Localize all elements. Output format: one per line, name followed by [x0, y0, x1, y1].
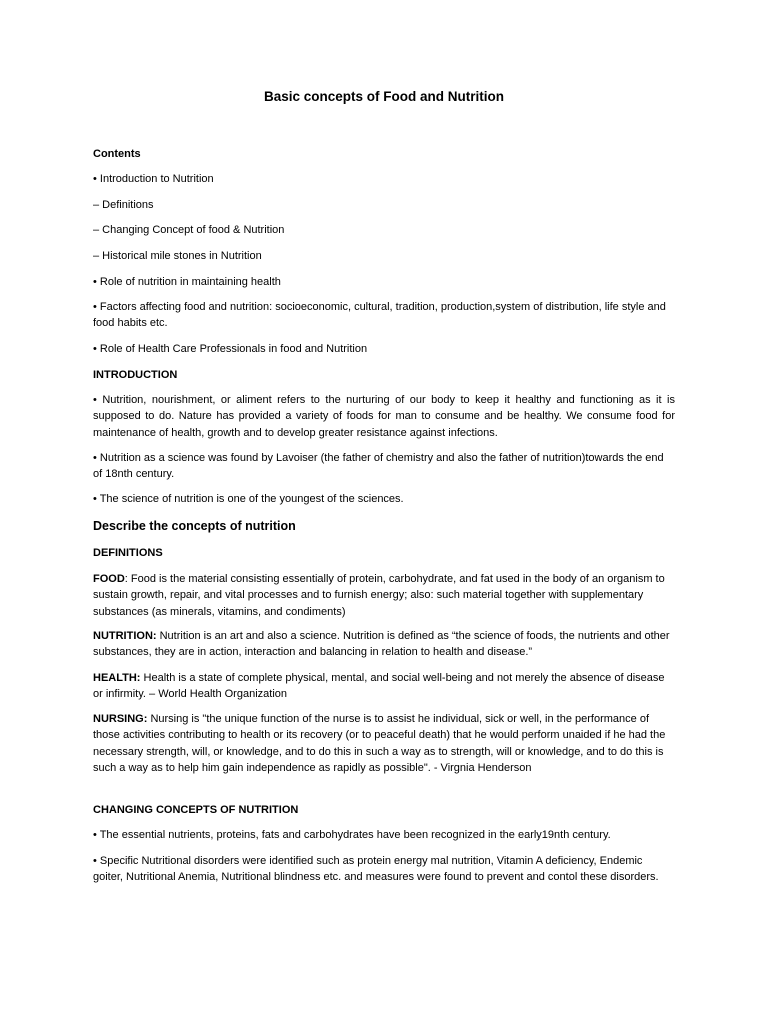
definition-term: HEALTH:: [93, 672, 141, 684]
contents-item: – Changing Concept of food & Nutrition: [93, 224, 285, 236]
definition-nursing: [93, 711, 675, 776]
definition-text: Health is a state of complete physical, mental, and social well-being and not merely the absence of disease or infirmity. – World Health Organization: [93, 672, 665, 701]
document-title: Basic concepts of Food and Nutrition: [263, 89, 504, 104]
changing-heading: CHANGING CONCEPTS OF NUTRITION: [93, 804, 299, 816]
definition-text: Nursing is "the unique function of the nurse is to assist he individual, sick or well, in the performance of those activities contributing to health or its recovery (or to peaceful death) that he would perform unaided if he had the necessary strength, will, or knowledge, and to do this in such a way as to strength, will or knowledge, and to do this is such a way as to help him gain independence as rapidly as possible". - Virgnia Henderson: [93, 713, 666, 774]
changing-paragraph: • Specific Nutritional disorders were identified such as protein energy mal nutrition, Vitamin A deficiency, Endemic goiter, Nutritional Anemia, Nutritional blindness etc. and measures were found to prevent and contol these disorders.: [93, 855, 659, 884]
definition-food: FOOD: Food is the material consisting essentially of protein, carbohydrate, and fat used in the body of an organism to sustain growth, repair, and vital processes and to furnish energy; also: such material together with supplementary substances (as minerals, vitamins, and condiments): [93, 573, 665, 618]
contents-item: • Role of Health Care Professionals in food and Nutrition: [93, 343, 368, 355]
changing-paragraph: • The essential nutrients, proteins, fats and carbohydrates have been recognized in the early19nth century.: [93, 829, 611, 841]
definition-text: Food is the material consisting essentially of protein, carbohydrate, and fat used in the body of an organism to sustain growth, repair, and vital processes and to furnish energy; also: such material together with supplementary substances (as minerals, vitamins, and condiments): [93, 573, 665, 618]
contents-item: – Definitions: [93, 199, 154, 211]
contents-heading: Contents: [93, 148, 141, 160]
definition-term: NURSING:: [93, 713, 148, 725]
introduction-heading: INTRODUCTION: [93, 369, 178, 381]
contents-item: – Historical mile stones in Nutrition: [93, 250, 262, 262]
contents-item: • Factors affecting food and nutrition: socioeconomic, cultural, tradition, production,system of distribution, life style and food habits etc.: [93, 301, 666, 330]
definition-health: [93, 670, 675, 703]
definition-nutrition: [93, 628, 675, 661]
definition-text: Nutrition is an art and also a science. Nutrition is defined as “the science of foods, the nutrients and other substances, they are in action, interaction and balancing in relation to health and disease.”: [93, 630, 670, 659]
introduction-paragraph: • Nutrition as a science was found by Lavoiser (the father of chemistry and also the father of nutrition)towards the end of 18nth century.: [93, 452, 664, 481]
definition-term: FOOD: [93, 573, 125, 585]
introduction-paragraph: • The science of nutrition is one of the youngest of the sciences.: [93, 493, 404, 505]
describe-heading: Describe the concepts of nutrition: [93, 519, 296, 533]
definitions-heading: DEFINITIONS: [93, 547, 163, 559]
contents-item: • Introduction to Nutrition: [93, 173, 214, 185]
contents-item: • Role of nutrition in maintaining health: [93, 276, 281, 288]
definition-term: NUTRITION:: [93, 630, 157, 642]
introduction-paragraph: • Nutrition, nourishment, or aliment refers to the nurturing of our body to keep it healthy and functioning as it is supposed to do. Nature has provided a variety of foods for man to consume and be healthy. We consume food for maintenance of health, growth and to develop greater resistance against infections.: [93, 394, 675, 439]
